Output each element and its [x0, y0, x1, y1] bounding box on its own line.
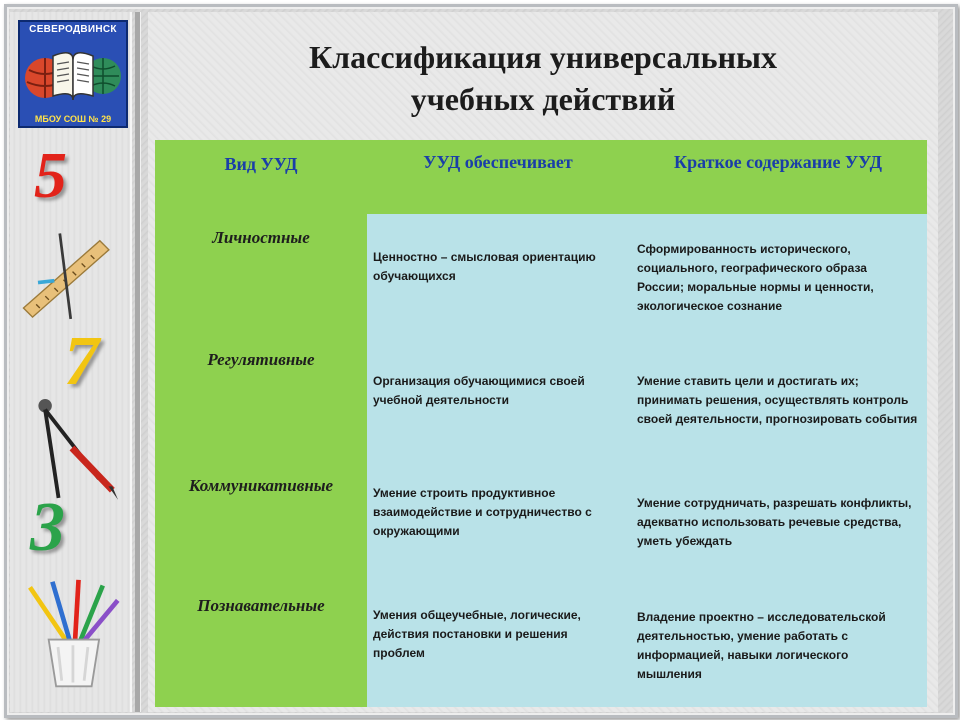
provides-cell-regulatory: Организация обучающимися своей учебной деятельности	[373, 374, 585, 407]
school-logo	[18, 20, 128, 128]
summary-cell-regulatory: Умение ставить цели и достигать их; принимать решения, осуществлять контроль своей деятельности, прогнозировать события	[637, 374, 918, 426]
header-provides: УУД обеспечивает	[423, 152, 573, 172]
title-line-2: учебных действий	[410, 81, 676, 117]
summary-cell-communicative: Умение сотрудничать, разрешать конфликты, адекватно использовать речевые средства, уметь убеждать	[637, 496, 912, 548]
table-header-row	[155, 140, 927, 214]
provides-cell-communicative: Умение строить продуктивное взаимодействие и сотрудничество с окружающими	[373, 486, 592, 538]
uud-classification-table	[155, 140, 927, 707]
provides-cell-personal: Ценностно – смысловая ориентацию обучающихся	[373, 250, 596, 283]
strip-divider	[135, 12, 140, 712]
digit-seven: 7	[64, 323, 99, 400]
table-body	[367, 214, 927, 707]
digit-five: 5	[34, 139, 67, 212]
type-label-personal: Личностные	[212, 228, 310, 247]
header-summary: Краткое содержание УУД	[674, 152, 882, 172]
type-label-regulatory: Регулятивные	[207, 350, 315, 369]
summary-cell-personal: Сформированность исторического, социального, географического образа России; моральные нормы и ценности, экологическое сознание	[637, 242, 874, 313]
digit-three: 3	[30, 489, 65, 566]
logo-city-text: СЕВЕРОДВИНСК	[29, 24, 117, 35]
type-column	[155, 214, 367, 707]
logo-school-text: МБОУ СОШ № 29	[34, 114, 112, 124]
pencil-cup-icon	[20, 578, 124, 690]
header-type: Вид УУД	[224, 154, 298, 174]
ruler-pencil-icon	[18, 228, 118, 328]
summary-cell-cognitive: Владение проектно – исследовательской деятельностью, умение работать с информацией, навыки логического мышления	[637, 610, 886, 681]
title-line-1: Классификация универсальных	[308, 39, 778, 75]
type-label-cognitive: Познавательные	[197, 596, 325, 615]
type-label-communicative: Коммуникативные	[188, 476, 334, 495]
provides-cell-cognitive: Умения общеучебные, логические, действия постановки и решения проблем	[373, 608, 581, 660]
page-title	[148, 36, 938, 120]
logo-book-globe-icon	[23, 38, 123, 110]
